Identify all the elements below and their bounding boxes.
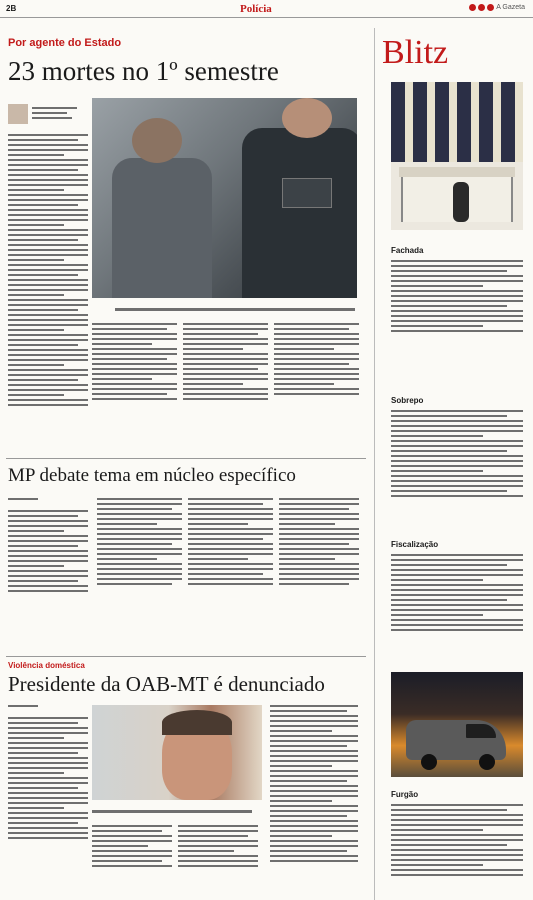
- story1-body-col2: [92, 323, 177, 400]
- page-number: 2B: [6, 4, 17, 13]
- portrait-hair: [162, 710, 232, 735]
- brand-dot-icon: [478, 4, 485, 11]
- van-wheel: [479, 754, 495, 770]
- sidebar-body-1: [391, 260, 523, 332]
- sidebar-item-fachada: Fachada: [391, 246, 424, 255]
- sidebar-title: Blitz: [382, 34, 449, 71]
- officer-head: [282, 98, 332, 138]
- story2-body-col1: [8, 510, 88, 592]
- story2-byline: [8, 498, 38, 500]
- story3-body-col3: [178, 825, 258, 867]
- lawyer-portrait-photo: [92, 705, 262, 800]
- story-divider: [6, 656, 366, 657]
- story2-body-col3: [188, 498, 273, 585]
- story1-kicker: Por agente do Estado: [8, 37, 122, 49]
- story-divider: [6, 458, 366, 459]
- brand-name: A Gazeta: [496, 4, 525, 11]
- badge-backdrop: [391, 82, 523, 162]
- police-officers-photo: [92, 98, 357, 298]
- story2-headline: MP debate tema em núcleo específico: [8, 465, 296, 486]
- evidence-table: [399, 167, 515, 177]
- newspaper-brand: [469, 4, 525, 11]
- sidebar-item-fiscalizacao: Fiscalização: [391, 540, 439, 549]
- page-header: [0, 0, 533, 18]
- author-byline: [32, 107, 82, 119]
- story3-body-col2: [92, 825, 172, 867]
- sidebar-item-sobrepo: Sobrepo: [391, 396, 424, 405]
- vest-patch: [282, 178, 332, 208]
- story3-body-col1: [8, 717, 88, 839]
- van-window: [466, 724, 496, 738]
- story2-body-col2: [97, 498, 182, 585]
- author-avatar: [8, 104, 28, 124]
- evidence-table-photo: [391, 82, 523, 230]
- dog-figure: [453, 182, 469, 222]
- sidebar-body-3: [391, 554, 523, 631]
- brand-dot-icon: [487, 4, 494, 11]
- story1-body-col4: [274, 323, 359, 395]
- story1-body-col1: [8, 134, 88, 406]
- story3-body-col4: [270, 705, 358, 862]
- sidebar-item-furgao: Furgão: [391, 790, 419, 799]
- story1-headline: 23 mortes no 1º semestre: [8, 56, 279, 86]
- brand-dot-icon: [469, 4, 476, 11]
- seized-van-photo: [391, 672, 523, 777]
- sidebar-body-2: [391, 410, 523, 497]
- story3-kicker: Violência doméstica: [8, 661, 85, 670]
- officer-left: [112, 158, 212, 298]
- photo-caption: [92, 810, 252, 813]
- story3-headline: Presidente da OAB-MT é denunciado: [8, 672, 325, 696]
- story1-body-col3: [183, 323, 268, 400]
- section-title: Polícia: [240, 3, 272, 15]
- story2-body-col4: [279, 498, 359, 585]
- column-divider: [374, 28, 375, 900]
- van-wheel: [421, 754, 437, 770]
- officer-vest: [242, 128, 357, 298]
- photo-caption: [115, 308, 355, 311]
- story3-byline: [8, 705, 38, 707]
- sidebar-body-4: [391, 804, 523, 876]
- officer-left-head: [132, 118, 182, 163]
